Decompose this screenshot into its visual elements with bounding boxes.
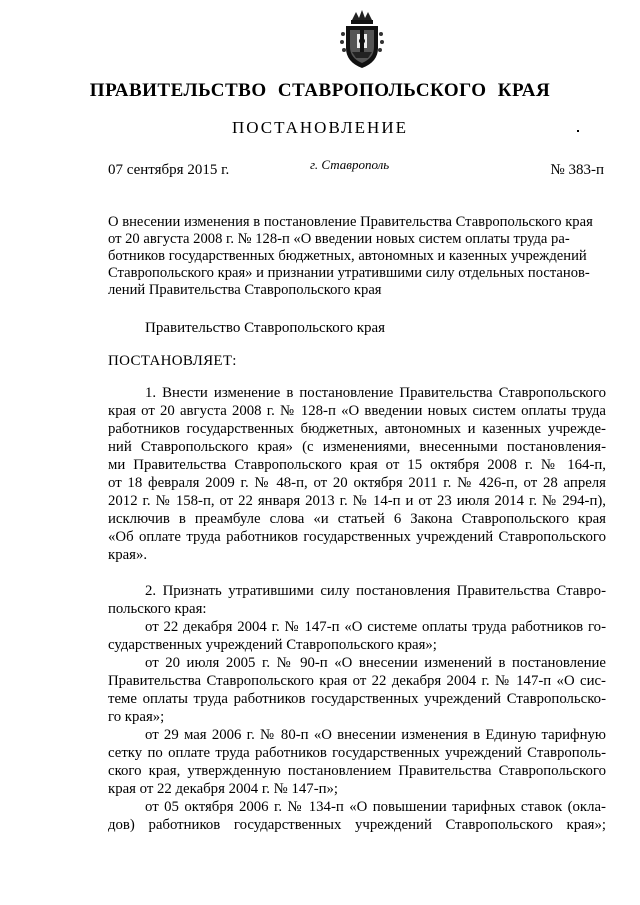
coat-of-arms-icon: [338, 8, 386, 70]
body-line: края».: [108, 547, 148, 563]
margin-mark: [577, 130, 579, 132]
body-line: 1. Внести изменение в постановление Правительства Ставропольского: [145, 385, 606, 401]
body-line: исключив в преамбуле слова «и статьей 6 Закона Ставропольского края: [108, 511, 606, 527]
body-line: сетку по оплате труда работников государственных учреждений Ставрополь-: [108, 745, 606, 761]
body-line: 2. Признать утратившими силу постановления Правительства Ставро-: [145, 583, 606, 599]
body-line: ского края, утвержденную постановлением Правительства Ставропольского: [108, 763, 606, 779]
preamble-resolves: ПОСТАНОВЛЯЕТ:: [108, 353, 237, 369]
body-line: от 29 мая 2006 г. № 80-п «О внесении изменения в Единую тарифную: [145, 727, 606, 743]
document-date: 07 сентября 2015 г.: [108, 162, 230, 178]
body-line: польского края:: [108, 601, 207, 617]
body-line: 2012 г. № 158-п, от 22 января 2013 г. № 14-п и от 23 июля 2014 г. № 294-п),: [108, 493, 606, 509]
body-line: от 20 июля 2005 г. № 90-п «О внесении изменений в постановление: [145, 655, 606, 671]
government-title: ПРАВИТЕЛЬСТВО СТАВРОПОЛЬСКОГО КРАЯ: [89, 80, 551, 101]
document-number: № 383-п: [550, 162, 604, 178]
body-line: ний Ставропольского края» (с изменениями, внесенными постановления-: [108, 439, 606, 455]
document-type: ПОСТАНОВЛЕНИЕ: [231, 118, 408, 137]
paragraph-gap: [108, 564, 606, 582]
body-line: сударственных учреждений Ставропольского края»;: [108, 637, 437, 653]
body-line: ми Правительства Ставропольского края от 15 октября 2008 г. № 164-п,: [108, 457, 606, 473]
subject-line: ботников государственных бюджетных, автономных и казенных учреждений: [108, 248, 587, 264]
subject-line: от 20 августа 2008 г. № 128-п «О введении новых систем оплаты труда ра-: [108, 231, 570, 247]
document-body: [108, 384, 606, 834]
body-line: работников государственных бюджетных, автономных и казенных учрежде-: [108, 421, 606, 437]
body-line: дов) работников государственных учреждений Ставропольского края»;: [108, 817, 606, 833]
subject-line: лений Правительства Ставропольского края: [108, 282, 382, 298]
body-line: го края»;: [108, 709, 165, 725]
body-line: края от 22 декабря 2004 г. № 147-п»;: [108, 781, 339, 797]
body-line: от 05 октября 2006 г. № 134-п «О повышении тарифных ставок (окла-: [145, 799, 606, 815]
subject-line: Ставропольского края» и признании утратившими силу отдельных постанов-: [108, 265, 590, 281]
body-line: от 22 декабря 2004 г. № 147-п «О системе оплаты труда работников го-: [145, 619, 606, 635]
body-line: Правительства Ставропольского края от 22 декабря 2004 г. № 147-п «О сис-: [108, 673, 606, 689]
subject-line: О внесении изменения в постановление Правительства Ставропольского края: [108, 214, 593, 230]
body-line: от 18 февраля 2009 г. № 48-п, от 20 октября 2011 г. № 426-п, от 28 апреля: [108, 475, 606, 491]
preamble-government: Правительство Ставропольского края: [145, 320, 386, 336]
body-line: теме оплаты труда работников государственных учреждений Ставропольско-: [108, 691, 606, 707]
document-city: г. Ставрополь: [310, 157, 390, 172]
coat-of-arms-emblem: [338, 8, 386, 70]
body-line: «Об оплате труда работников государственных учреждений Ставропольского: [108, 529, 606, 545]
body-line: края от 20 августа 2008 г. № 128-п «О введении новых систем оплаты труда: [108, 403, 606, 419]
document-subject: [108, 214, 606, 299]
